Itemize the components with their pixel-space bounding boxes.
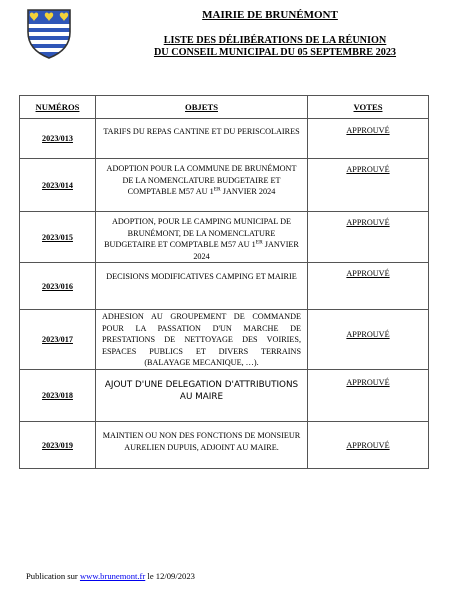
row-objet — [96, 159, 308, 212]
website-link[interactable]: www.brunemont.fr — [79, 571, 146, 581]
table-row — [20, 212, 429, 263]
row-vote: APPROUVÉ — [308, 310, 429, 370]
row-vote: APPROUVÉ — [308, 212, 429, 263]
row-objet-text-end: JANVIER 2024 — [193, 240, 299, 261]
title-line-1: LISTE DES DÉLIBÉRATIONS DE LA RÉUNION — [163, 35, 387, 46]
document-header — [80, 9, 450, 59]
table-row — [20, 422, 429, 469]
document-title — [100, 35, 450, 59]
footer-prefix: Publication sur — [26, 571, 80, 581]
row-objet-text: ADOPTION, POUR LE CAMPING MUNICIPAL DE BRUNÉMONT, DE LA NOMENCLATURE BUDGETAIRE ET COMPTABLE M57 AU 1 — [104, 217, 292, 249]
table-row — [20, 119, 429, 159]
table-header-row — [20, 96, 429, 119]
row-numero: 2023/018 — [20, 370, 96, 422]
row-vote: APPROUVÉ — [308, 119, 429, 159]
row-objet-text: ADOPTION POUR LA COMMUNE DE BRUNÉMONT DE LA NOMENCLATURE BUDGETAIRE ET COMPTABLE M57 AU 1 — [106, 164, 297, 196]
table-row — [20, 370, 429, 422]
row-objet: MAINTIEN OU NON DES FONCTIONS DE MONSIEUR AURELIEN DUPUIS, ADJOINT AU MAIRE. — [96, 422, 308, 469]
row-vote: APPROUVÉ — [308, 370, 429, 422]
col-header-votes: VOTES — [308, 96, 429, 119]
col-header-objets: OBJETS — [96, 96, 308, 119]
deliberations-table — [19, 95, 429, 469]
row-objet-sup: ER — [213, 186, 221, 193]
row-objet — [96, 212, 308, 263]
table-row — [20, 310, 429, 370]
title-line-2: DU CONSEIL MUNICIPAL DU 05 SEPTEMBRE 2023 — [153, 47, 397, 58]
row-numero: 2023/016 — [20, 263, 96, 310]
row-numero: 2023/013 — [20, 119, 96, 159]
row-numero: 2023/019 — [20, 422, 96, 469]
row-objet: DECISIONS MODIFICATIVES CAMPING ET MAIRIE — [96, 263, 308, 310]
row-vote: APPROUVÉ — [308, 263, 429, 310]
row-objet: ADHESION AU GROUPEMENT DE COMMANDE POUR LA PASSATION D'UN MARCHE DE PRESTATIONS DE NETTOYAGE DES VOIRIES, ESPACES PUBLICS ET DIVERS TERRAINS (BALAYAGE MECANIQUE, …). — [96, 310, 308, 370]
table-row — [20, 159, 429, 212]
row-numero: 2023/017 — [20, 310, 96, 370]
table-row — [20, 263, 429, 310]
coat-of-arms-icon — [26, 8, 72, 60]
publication-footer — [26, 571, 195, 581]
row-objet-sup: ER — [255, 239, 263, 246]
row-vote: APPROUVÉ — [308, 159, 429, 212]
footer-date: le 12/09/2023 — [145, 571, 195, 581]
row-numero: 2023/014 — [20, 159, 96, 212]
row-objet: TARIFS DU REPAS CANTINE ET DU PERISCOLAIRES — [96, 119, 308, 159]
row-objet: AJOUT D'UNE DELEGATION D'ATTRIBUTIONS AU MAIRE — [96, 370, 308, 422]
row-vote: APPROUVÉ — [308, 422, 429, 469]
row-objet-text-end: JANVIER 2024 — [220, 187, 276, 196]
mairie-title: MAIRIE DE BRUNÉMONT — [202, 9, 338, 21]
row-numero: 2023/015 — [20, 212, 96, 263]
col-header-numeros: NUMÉROS — [20, 96, 96, 119]
